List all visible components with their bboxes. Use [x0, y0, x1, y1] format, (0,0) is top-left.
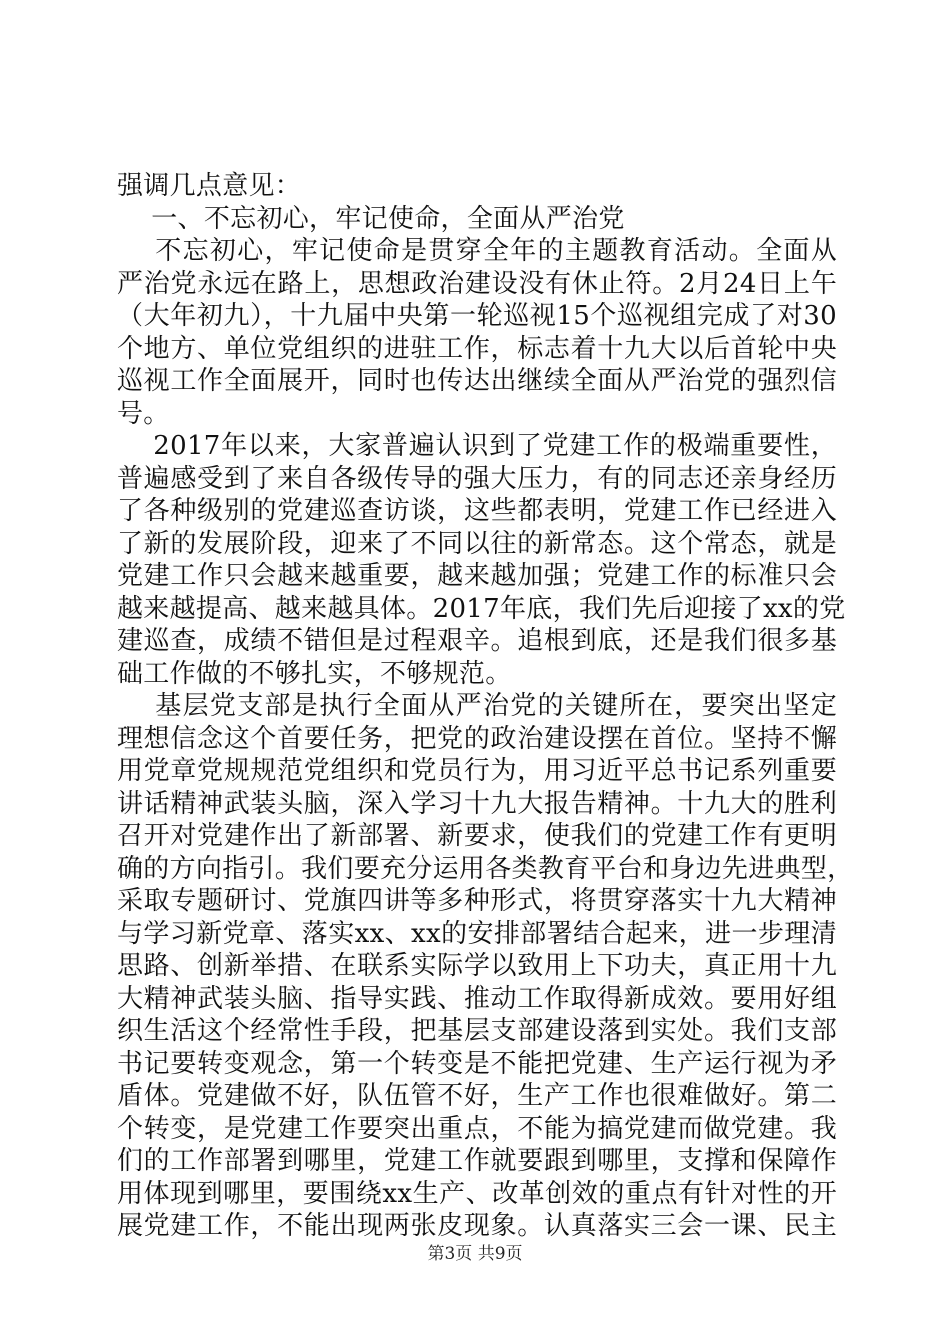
text-line: 础工作做的不够扎实，不够规范。 — [117, 658, 512, 689]
text-line: 普遍感受到了来自各级传导的强大压力，有的同志还亲身经历 — [117, 463, 837, 494]
text-line: 们的工作部署到哪里，党建工作就要跟到哪里，支撑和保障作 — [117, 1146, 837, 1176]
text-line: 用党章党规规范党组织和党员行为，用习近平总书记系列重要 — [117, 756, 837, 786]
text-line: 盾体。党建做不好，队伍管不好，生产工作也很难做好。第二 — [117, 1081, 837, 1111]
text-line: 越来越提高、越来越具体。2017年底，我们先后迎接了xx的党 — [117, 593, 846, 624]
document-body — [117, 170, 854, 1243]
text-line: 严治党永远在路上，思想政治建设没有休止符。2月24日上午 — [117, 268, 837, 299]
text-line: 织生活这个经常性手段，把基层支部建设落到实处。我们支部 — [117, 1016, 837, 1046]
text-line: （大年初九），十九届中央第一轮巡视15个巡视组完成了对30 — [117, 301, 837, 331]
text-line: 党建工作只会越来越重要，越来越加强；党建工作的标准只会 — [117, 561, 837, 591]
text-line: 用体现到哪里，要围绕xx生产、改革创效的重点有针对性的开 — [117, 1178, 837, 1209]
text-line: 号。 — [117, 398, 170, 429]
text-line: 建巡查，成绩不错但是过程艰辛。追根到底，还是我们很多基 — [117, 626, 837, 656]
text-line: 大精神武装头脑、指导实践、推动工作取得新成效。要用好组 — [117, 983, 837, 1014]
text-line: 了新的发展阶段，迎来了不同以往的新常态。这个常态，就是 — [117, 528, 837, 559]
text-line: 展党建工作，不能出现两张皮现象。认真落实三会一课、民主 — [117, 1211, 837, 1241]
text-line: 思路、创新举措、在联系实际学以致用上下功夫，真正用十九 — [117, 951, 837, 981]
text-line: 一、不忘初心，牢记使命，全面从严治党 — [117, 203, 625, 234]
text-line: 个转变，是党建工作要突出重点，不能为搞党建而做党建。我 — [117, 1113, 837, 1144]
text-line: 巡视工作全面展开，同时也传达出继续全面从严治党的强烈信 — [117, 366, 837, 396]
text-line: 个地方、单位党组织的进驻工作，标志着十九大以后首轮中央 — [117, 333, 837, 364]
text-line: 不忘初心，牢记使命是贯穿全年的主题教育活动。全面从 — [117, 236, 837, 266]
text-line: 理想信念这个首要任务，把党的政治建设摆在首位。坚持不懈 — [117, 723, 837, 754]
text-line: 采取专题研讨、党旗四讲等多种形式，将贯穿落实十九大精神 — [117, 886, 837, 916]
text-line: 召开对党建作出了新部署、新要求，使我们的党建工作有更明 — [117, 821, 837, 851]
text-line: 2017年以来，大家普遍认识到了党建工作的极端重要性， — [117, 431, 837, 461]
text-line: 了各种级别的党建巡查访谈，这些都表明，党建工作已经进入 — [117, 496, 837, 526]
text-line: 与学习新党章、落实xx、xx的安排部署结合起来，进一步理清 — [117, 918, 837, 949]
text-line: 强调几点意见： — [117, 171, 302, 201]
page-footer: 第3页 共9页 — [427, 1244, 523, 1264]
text-line: 确的方向指引。我们要充分运用各类教育平台和身边先进典型， — [117, 853, 854, 884]
text-line: 基层党支部是执行全面从严治党的关键所在，要突出坚定 — [117, 691, 837, 721]
text-line: 书记要转变观念，第一个转变是不能把党建、生产运行视为矛 — [117, 1048, 837, 1079]
text-line: 讲话精神武装头脑，深入学习十九大报告精神。十九大的胜利 — [117, 788, 837, 819]
